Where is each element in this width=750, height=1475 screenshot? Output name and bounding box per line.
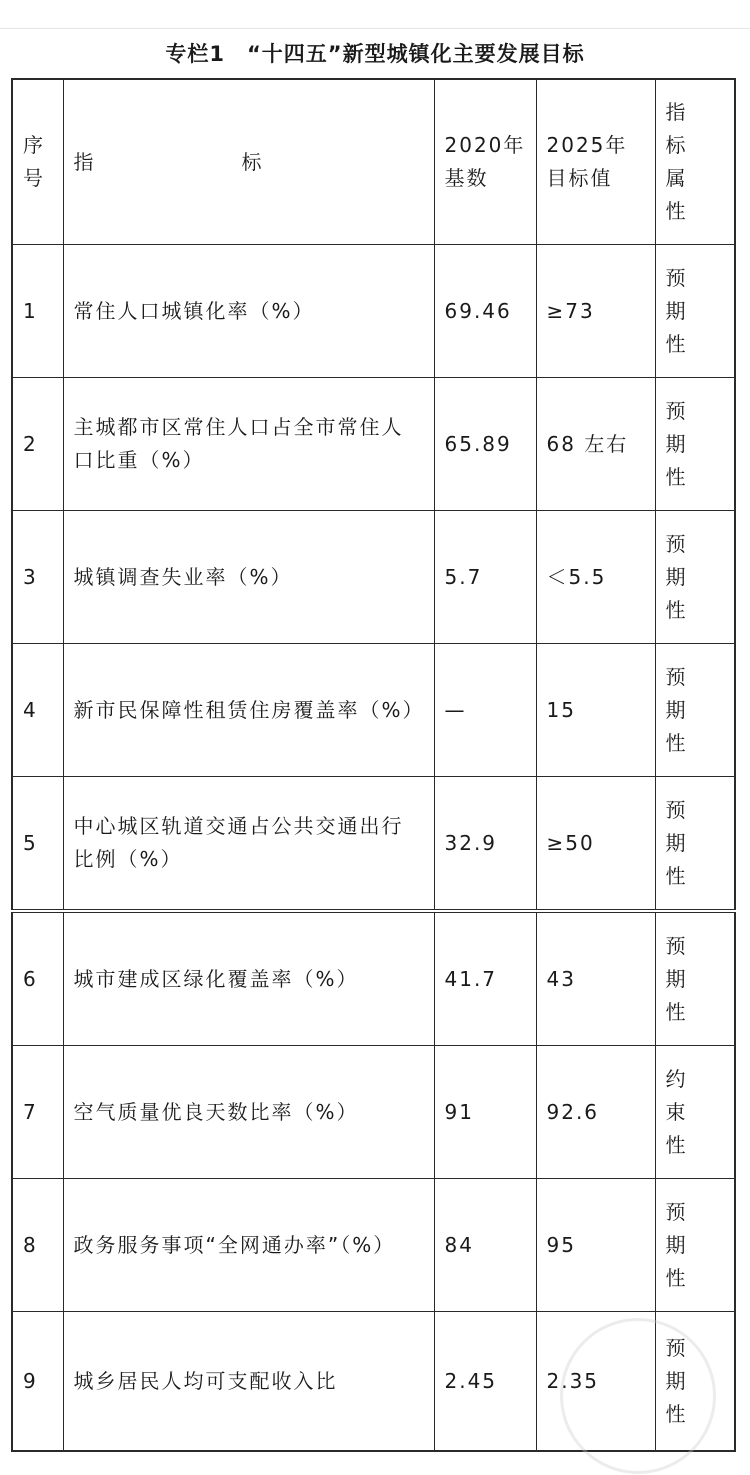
row-base: 2.45 — [434, 1312, 536, 1452]
row-attr: 预期性 — [655, 1179, 735, 1312]
row-base: 65.89 — [434, 378, 536, 511]
page-title: 专栏1 “十四五”新型城镇化主要发展目标 — [165, 42, 585, 66]
table-row — [12, 1179, 735, 1312]
row-target: 43 — [536, 911, 655, 1046]
table-row — [12, 511, 735, 644]
row-target: ＜5.5 — [536, 511, 655, 644]
row-attr: 预期性 — [655, 245, 735, 378]
table-row — [12, 245, 735, 378]
row-indicator: 城市建成区绿化覆盖率（%） — [63, 911, 434, 1046]
row-attr: 预期性 — [655, 378, 735, 511]
row-target: 2.35 — [536, 1312, 655, 1452]
row-target: 95 — [536, 1179, 655, 1312]
row-indicator: 城镇调查失业率（%） — [63, 511, 434, 644]
table-header-row — [12, 79, 735, 245]
row-attr: 预期性 — [655, 777, 735, 912]
table-row — [12, 1046, 735, 1179]
row-indicator: 常住人口城镇化率（%） — [63, 245, 434, 378]
row-indicator: 中心城区轨道交通占公共交通出行比例（%） — [63, 777, 434, 912]
row-attr: 预期性 — [655, 511, 735, 644]
row-indicator: 新市民保障性租赁住房覆盖率（%） — [63, 644, 434, 777]
row-base: 91 — [434, 1046, 536, 1179]
row-num: 3 — [12, 511, 63, 644]
row-num: 7 — [12, 1046, 63, 1179]
row-target: 92.6 — [536, 1046, 655, 1179]
table-row — [12, 1312, 735, 1452]
row-indicator: 政务服务事项“全网通办率”（%） — [63, 1179, 434, 1312]
row-num: 2 — [12, 378, 63, 511]
row-target: 15 — [536, 644, 655, 777]
row-attr: 约束性 — [655, 1046, 735, 1179]
row-attr: 预期性 — [655, 644, 735, 777]
row-target: 68 左右 — [536, 378, 655, 511]
row-num: 9 — [12, 1312, 63, 1452]
row-target: ≥73 — [536, 245, 655, 378]
table-row — [12, 911, 735, 1046]
row-base: 5.7 — [434, 511, 536, 644]
row-base: 41.7 — [434, 911, 536, 1046]
row-base: 69.46 — [434, 245, 536, 378]
row-indicator: 城乡居民人均可支配收入比 — [63, 1312, 434, 1452]
goals-table — [11, 78, 736, 1452]
row-num: 4 — [12, 644, 63, 777]
row-indicator: 主城都市区常住人口占全市常住人口比重（%） — [63, 378, 434, 511]
table-row — [12, 644, 735, 777]
row-num: 8 — [12, 1179, 63, 1312]
header-attr: 指标属性 — [655, 79, 735, 245]
row-num: 6 — [12, 911, 63, 1046]
header-num: 序号 — [12, 79, 63, 245]
table-row — [12, 378, 735, 511]
header-indicator: 指 标 — [63, 79, 434, 245]
top-divider — [0, 28, 750, 29]
row-attr: 预期性 — [655, 1312, 735, 1452]
row-attr: 预期性 — [655, 911, 735, 1046]
header-target: 2025年目标值 — [536, 79, 655, 245]
table-row — [12, 777, 735, 912]
row-base: — — [434, 644, 536, 777]
row-target: ≥50 — [536, 777, 655, 912]
row-indicator: 空气质量优良天数比率（%） — [63, 1046, 434, 1179]
header-base: 2020年基数 — [434, 79, 536, 245]
row-base: 84 — [434, 1179, 536, 1312]
row-num: 1 — [12, 245, 63, 378]
row-num: 5 — [12, 777, 63, 912]
row-base: 32.9 — [434, 777, 536, 912]
